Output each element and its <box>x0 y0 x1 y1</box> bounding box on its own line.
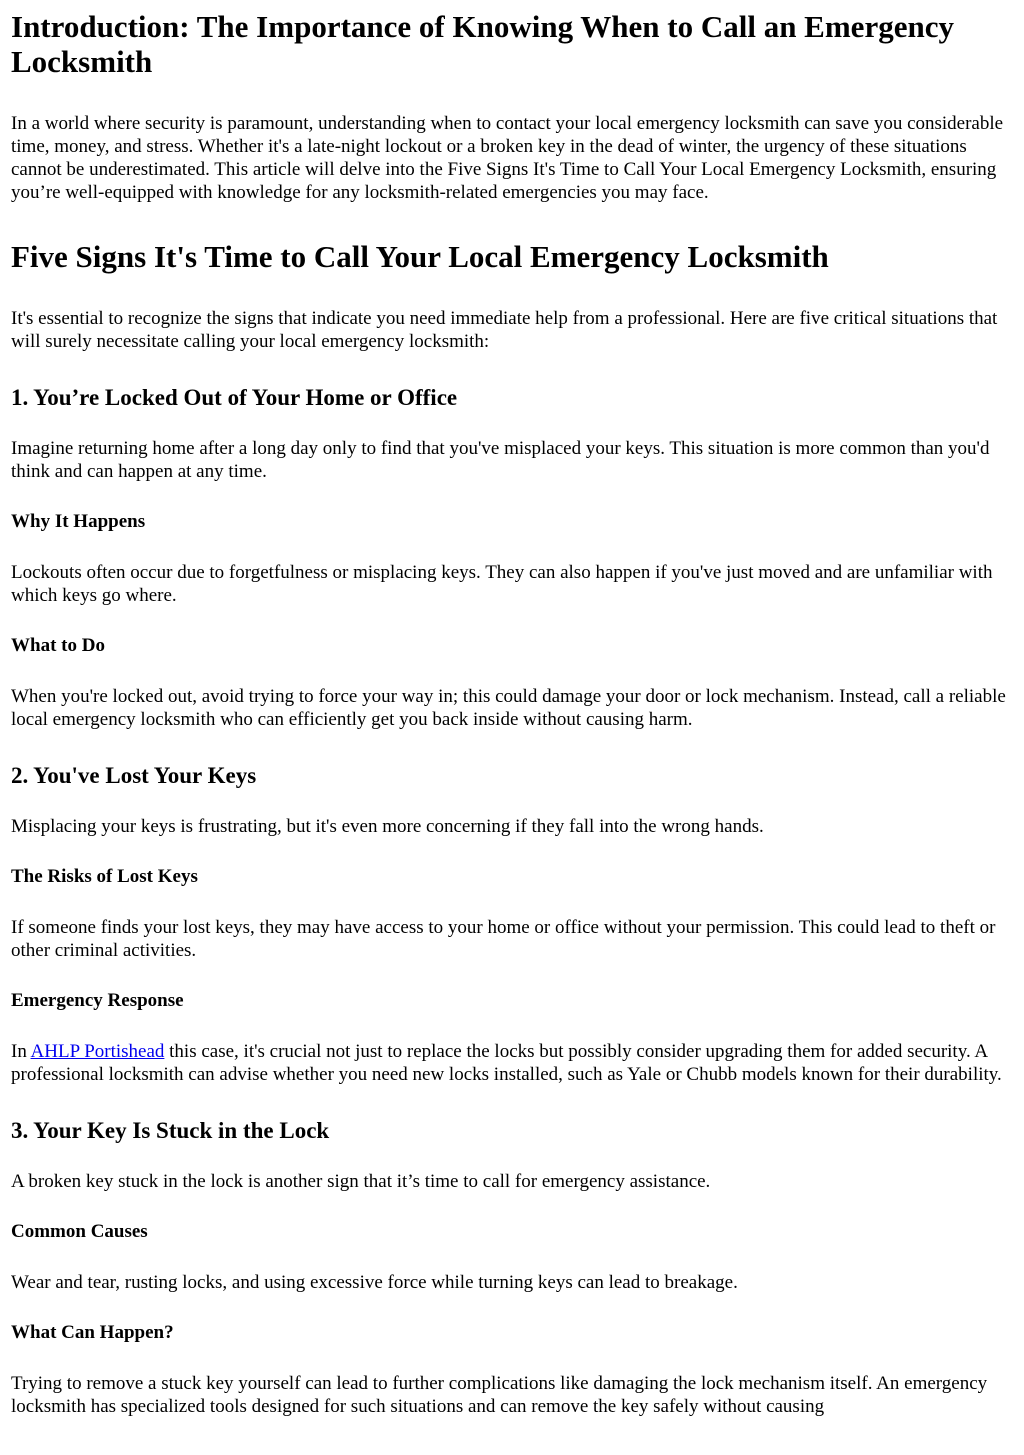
sign2-sub2-suffix: this case, it's crucial not just to replace the locks but possibly consider upgrading them for added security. A professional locksmith can advise whether you need new locks installed, such as Yale or Chubb models known for their durability. <box>11 1041 1002 1085</box>
ahlp-portishead-link[interactable]: AHLP Portishead <box>30 1041 165 1062</box>
sign1-sub1-paragraph: Lockouts often occur due to forgetfulness or misplacing keys. They can also happen if you've just moved and are unfamiliar with which keys go where. <box>11 562 993 606</box>
sign3-paragraph: A broken key stuck in the lock is another sign that it’s time to call for emergency assistance. <box>11 1171 711 1192</box>
intro-title: Introduction: The Importance of Knowing When to Call an Emergency Locksmith <box>11 9 954 79</box>
sign2-sub2-title: Emergency Response <box>11 990 184 1011</box>
sign3-sub1-title: Common Causes <box>11 1221 148 1242</box>
main-paragraph: It's essential to recognize the signs that indicate you need immediate help from a professional. Here are five critical situations that will surely necessitate calling your local emergency locksmith: <box>11 308 998 352</box>
sign2-title: 2. You've Lost Your Keys <box>11 763 257 788</box>
sign1-title: 1. You’re Locked Out of Your Home or Office <box>11 385 458 410</box>
sign3-title: 3. Your Key Is Stuck in the Lock <box>11 1118 330 1143</box>
sign2-sub1-paragraph: If someone finds your lost keys, they may have access to your home or office without your permission. This could lead to theft or other criminal activities. <box>11 917 996 961</box>
sign2-sub2-paragraph <box>11 1040 1012 1086</box>
sign2-sub2-prefix: In <box>11 1041 31 1062</box>
intro-paragraph: In a world where security is paramount, understanding when to contact your local emergency locksmith can save you considerable time, money, and stress. Whether it's a late-night lockout or a broken key in the dead of winter, the urgency of these situations cannot be underestimated. This article will delve into the Five Signs It's Time to Call Your Local Emergency Locksmith, ensuring you’re well-equipped with knowledge for any locksmith-related emergencies you may face. <box>11 113 1004 203</box>
sign2-paragraph: Misplacing your keys is frustrating, but it's even more concerning if they fall into the wrong hands. <box>11 816 764 837</box>
sign3-sub2-title: What Can Happen? <box>11 1322 174 1343</box>
sign1-sub2-paragraph: When you're locked out, avoid trying to force your way in; this could damage your door or lock mechanism. Instead, call a reliable local emergency locksmith who can efficiently get you back inside without causing harm. <box>11 686 1006 730</box>
sign3-sub2-paragraph: Trying to remove a stuck key yourself can lead to further complications like damaging the lock mechanism itself. An emergency locksmith has specialized tools designed for such situations and can remove the key safely without causing <box>11 1373 988 1417</box>
sign2-sub1-title: The Risks of Lost Keys <box>11 866 198 887</box>
main-title: Five Signs It's Time to Call Your Local Emergency Locksmith <box>11 239 829 274</box>
article <box>0 9 1024 1418</box>
sign3-sub1-paragraph: Wear and tear, rusting locks, and using excessive force while turning keys can lead to breakage. <box>11 1272 738 1293</box>
sign1-paragraph: Imagine returning home after a long day only to find that you've misplaced your keys. This situation is more common than you'd think and can happen at any time. <box>11 438 990 482</box>
sign1-sub1-title: Why It Happens <box>11 511 146 532</box>
sign1-sub2-title: What to Do <box>11 635 105 656</box>
